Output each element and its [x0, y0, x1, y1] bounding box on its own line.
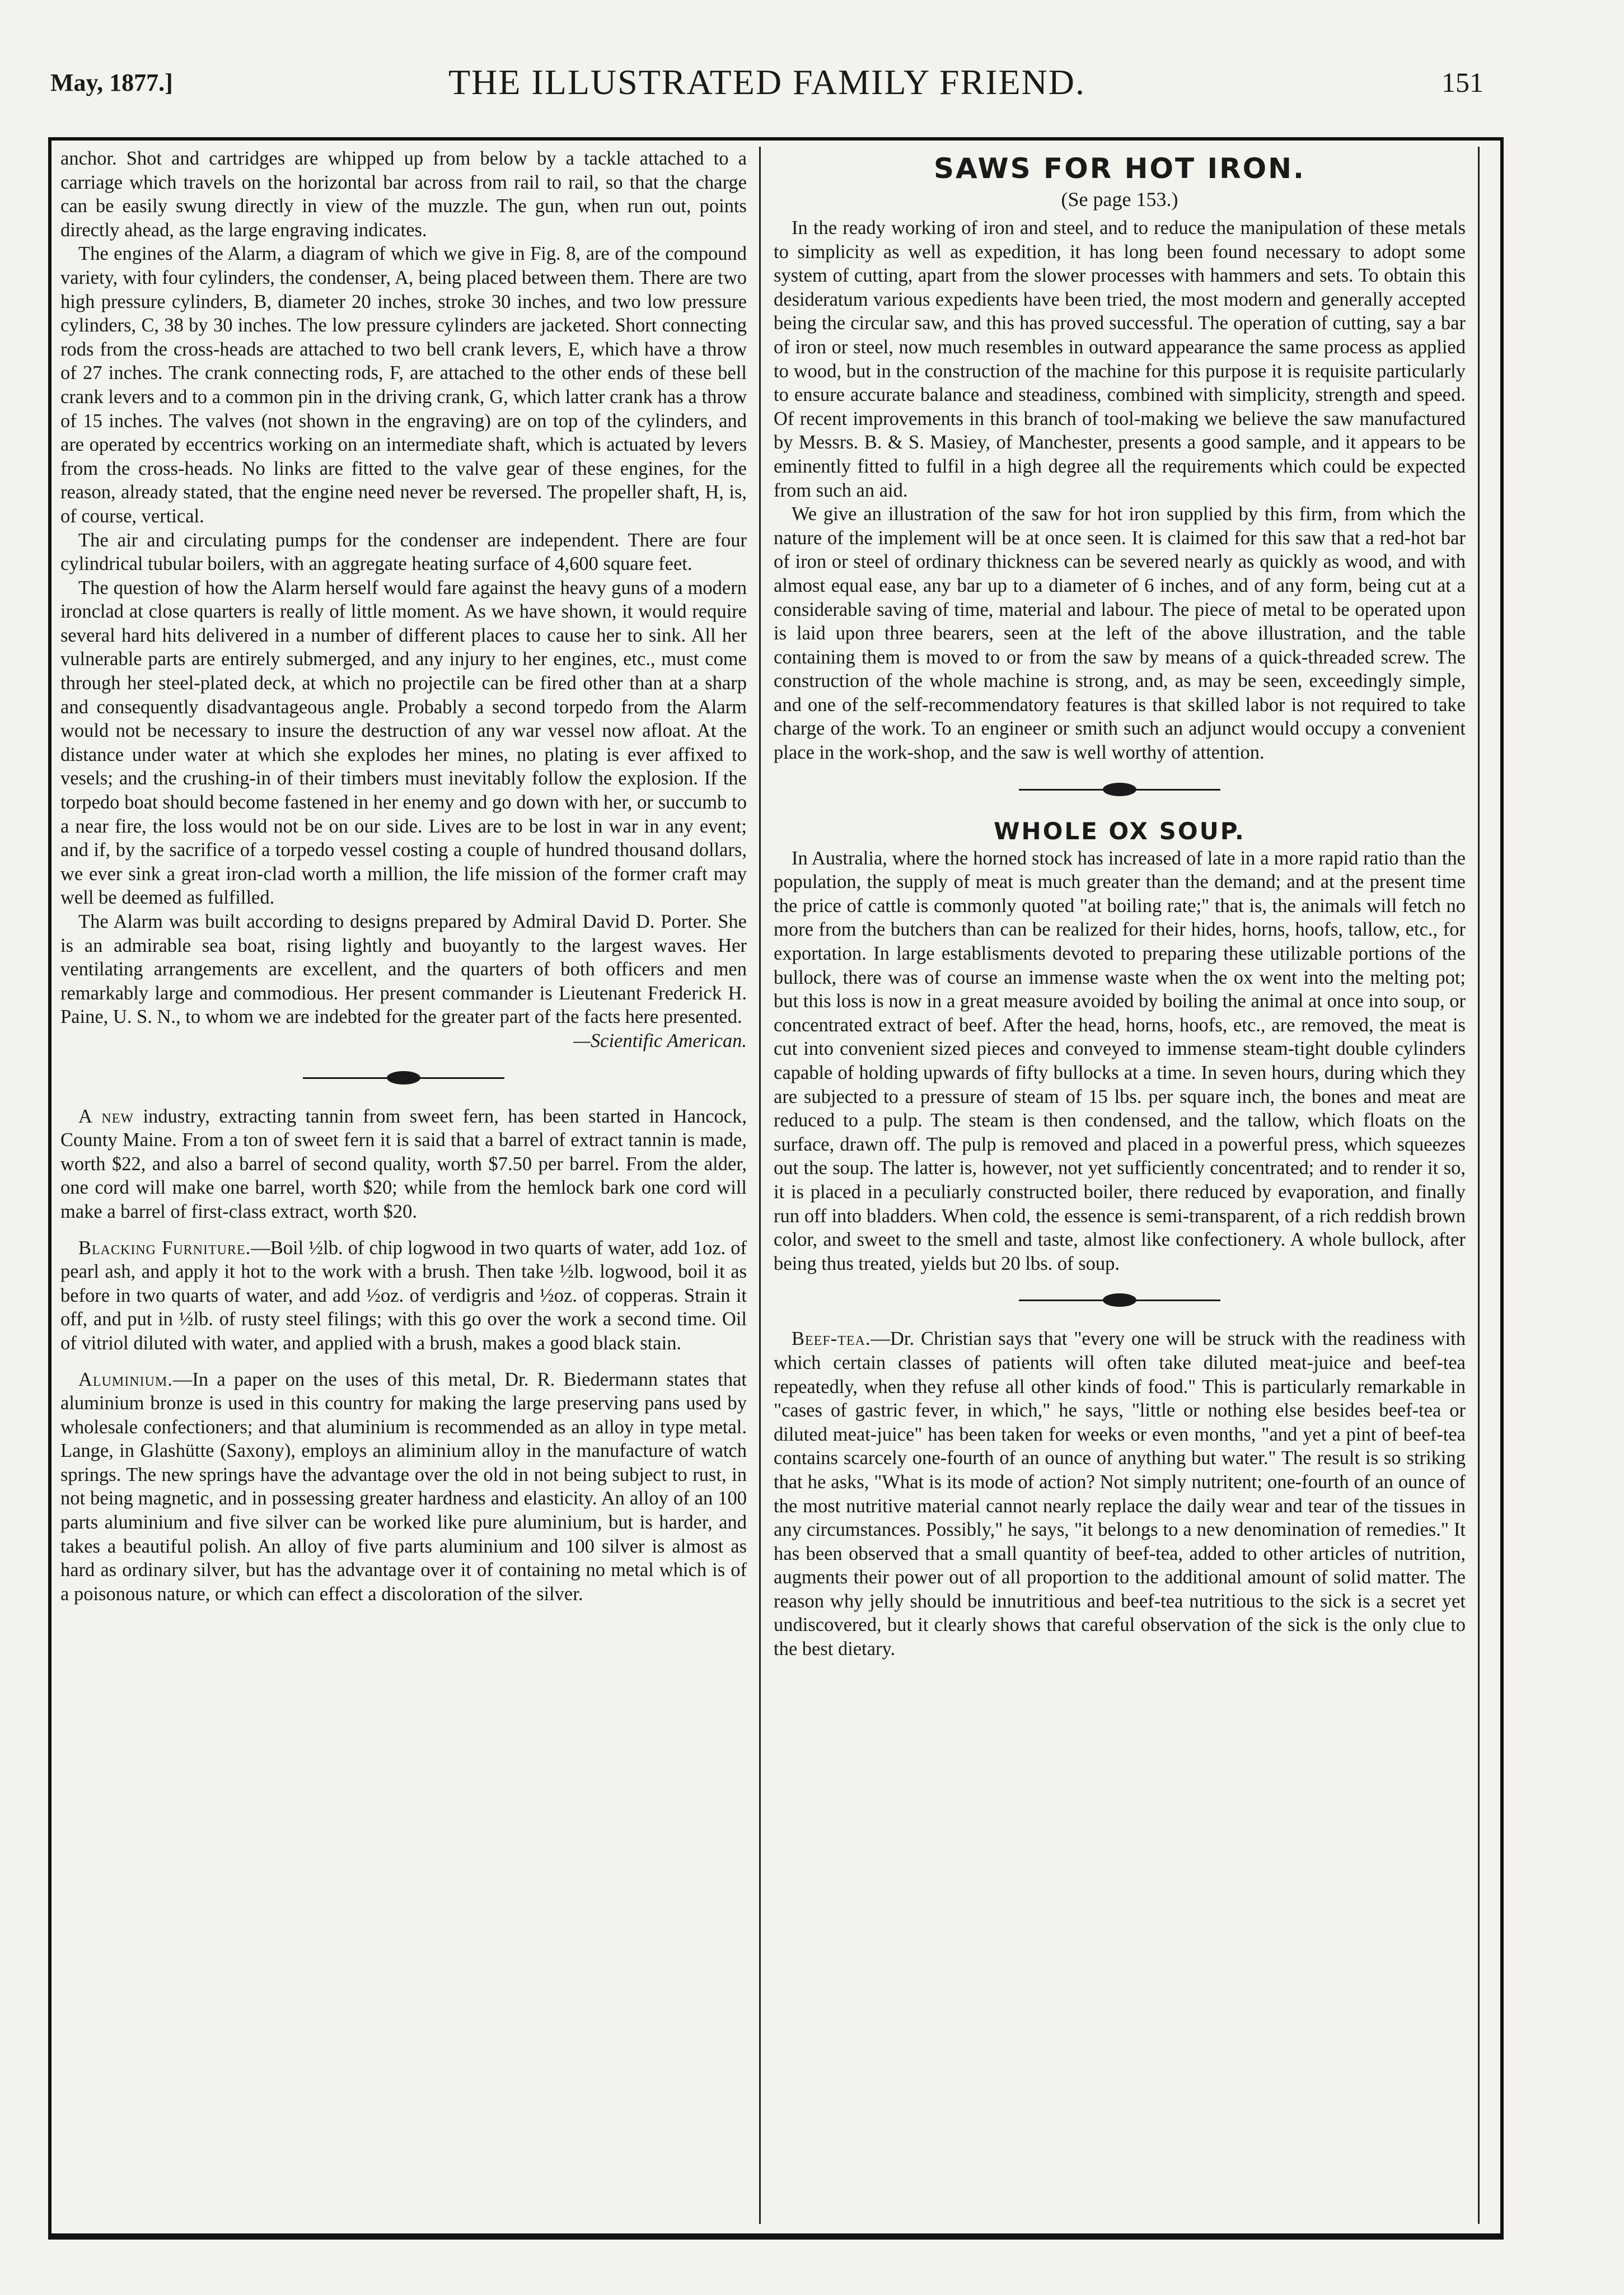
blacking-lead: Blacking Furniture.: [78, 1237, 251, 1259]
aluminium-paragraph: [60, 1368, 747, 1606]
right-column: [774, 147, 1466, 2218]
section-separator: [60, 1067, 747, 1089]
ornament-icon: [387, 1071, 420, 1085]
alarm-paragraph-1: anchor. Shot and cartridges are whipped up from below by a tackle attached to a carriage which travels on the horizontal bar across from rail to rail, so that the charge can be easily swung directly in view of the muzzle. The gun, when run out, points directly ahead, as the large engraving indicates.: [60, 148, 747, 241]
tannin-lead: A new: [78, 1105, 134, 1127]
aluminium-lead: Aluminium.: [78, 1368, 173, 1390]
soup-paragraph: In Australia, where the horned stock has increased of late in a more rapid ratio than the population, the supply of meat is much greater than the demand; and at the present time the price of cattle is commonly quoted "at boiling rate;" that is, the animals will fetch no more from the butchers than can be realized for their hides, horns, hoofs, tallow, etc., for exportation. In large establisments devoted to preparing these utilizable portions of the bullock, there was of course an immense waste when the ox went into the melting pot; but this loss is now in a great measure avoided by boiling the animal at once into soup, or concentrated extract of beef. After the head, horns, hoofs, etc., are removed, the meat is cut into convenient sized pieces and conveyed to immense steam-tight double cylinders capable of holding upwards of fifty bullocks at a time. In seven hours, during which they are subjected to a pressure of steam of 15 lbs. per square inch, the bones and meat are reduced to a pulp. The steam is then condensed, and the tallow, which floats on the surface, drawn off. The pulp is removed and placed in a powerful press, which squeezes out the soup. The latter is, however, not yet sufficiently concentrated; and to render it so, it is placed in a peculiarly constructed boiler, there reduced by evaporation, and finally run off into bladders. When cold, the essence is semi-transparent, of a rich reddish brown color, and sweet to the smell and taste, almost like confectionery. A whole bullock, after being thus treated, yields but 20 lbs. of soup.: [774, 847, 1466, 1274]
alarm-paragraph-5: The Alarm was built according to designs prepared by Admiral David D. Porter. She is an admirable sea boat, rising lightly and buoyantly to the largest waves. Her ventilating arrangements are excellent, and the quarters of both officers and men remarkably large and commodious. Her present commander is Lieutenant Frederick H. Paine, U. S. N., to whom we are indebted for the greater part of the facts here presented.: [60, 911, 747, 1028]
soup-heading: WHOLE OX SOUP.: [994, 817, 1246, 845]
beef-tea-text: —Dr. Christian says that "every one will be struck with the readiness with which certain classes of patients will often take diluted meat-juice and beef-tea repeatedly, when they refuse all other kinds of food." This is particularly remarkable in "cases of gastric fever, in which," he says, "little or nothing else besides beef-tea or diluted meat-juice" has been taken for weeks or even months, "and yet a pint of beef-tea contains scarcely one-fourth of an ounce of anything but water." The result is so striking that he asks, "What is its mode of action? Not simply nutritent; one-fourth of an ounce of the most nutritive material cannot nearly replace the daily wear and tear of the tissues in any circumstances. Possibly," he says, "it belongs to a new denomination of remedies." It has been observed that a small quantity of beef-tea, added to other articles of nutrition, augments their power out of all proportion to the additional amount of solid matter. The reason why jelly should be innutritious and beef-tea nutritious to the sick is a secret yet undiscovered, but it clearly shows that careful observation of the sick is the only clue to the best dietary.: [774, 1328, 1466, 1660]
saws-paragraph-1: In the ready working of iron and steel, and to reduce the manipulation of these metals to simplicity as well as expedition, it has long been found necessary to adopt some system of cutting, apart from the slower processes with hammers and sets. To obtain this desideratum various expedients have been tried, the most modern and generally accepted being the circular saw, and this has proved successful. The operation of cutting, say a bar of iron or steel, now much resembles in outward appearance the same process as applied to wood, but in the construction of the machine for this purpose it is requisite particularly to ensure accurate balance and steadiness, combined with simplicity, strength and speed. Of recent improvements in this branch of tool-making we believe the saw manufactured by Messrs. B. & S. Masiey, of Manchester, presents a good sample, and it appears to be eminently fitted to fulfil in a high degree all the requirements which could be expected from such an aid.: [774, 217, 1466, 501]
frame-bottom-rule: [48, 2234, 1504, 2240]
column-divider: [759, 147, 761, 2224]
tannin-paragraph: [60, 1105, 747, 1224]
right-margin-rule: [1478, 147, 1480, 2224]
alarm-paragraph-3: The air and circulating pumps for the condenser are independent. There are four cylindrical tubular boilers, with an aggregate heating surface of 4,600 square feet.: [60, 529, 747, 575]
left-column: [60, 147, 747, 2218]
running-head: [50, 62, 1483, 112]
tannin-text: industry, extracting tannin from sweet fern, has been started in Hancock, County Maine. From a ton of sweet fern it is said that a barrel of extract tannin is made, worth $22, and also a barrel of second quality, worth $7.50 per barrel. From the alder, one cord will make one barrel, worth $20; while from the hemlock bark one cord will make a barrel of first-class extract, worth $20.: [60, 1105, 747, 1222]
issue-date: May, 1877.]: [50, 69, 173, 96]
alarm-paragraph-2: The engines of the Alarm, a diagram of which we give in Fig. 8, are of the compound variety, with four cylinders, the condenser, A, being placed between them. There are two high pressure cylinders, B, diameter 20 inches, stroke 30 inches, and two low pressure cylinders, C, 38 by 30 inches. The low pressure cylinders are jacketed. Short connecting rods from the cross-heads are attached to two bell crank levers, E, which have a throw of 27 inches. The crank connecting rods, F, are attached to the other ends of these bell crank levers and to a common pin in the driving crank, G, which latter crank has a throw of 15 inches. The valves (not shown in the engraving) are on top of the cylinders, and are operated by eccentrics working on an intermediate shaft, which is actuated by levers from the cross-heads. No links are fitted to the valve gear of these engines, for the reason, already stated, that the engine need never be reversed. The propeller shaft, H, is, of course, vertical.: [60, 243, 747, 527]
page-number: 151: [1442, 67, 1483, 98]
section-separator: [774, 778, 1466, 801]
saws-paragraph-2: We give an illustration of the saw for hot iron supplied by this firm, from which the nature of the implement will be at once seen. It is claimed for this saw that a red-hot bar of iron or steel of ordinary thickness can be severed nearly as quickly as wood, and with almost equal ease, any bar up to a diameter of 6 inches, and of any form, being cut at a considerable saving of time, material and labour. The piece of metal to be operated upon is laid upon three bearers, seen at the left of the above illustration, and the table containing them is moved to or from the saw by means of a quick-threaded screw. The construction of the whole machine is strong, and, as may be seen, exceedingly simple, and one of the self-recommendatory features is that skilled labor is not required to take charge of the work. To an engineer or smith such an adjunct would occupy a convenient place in the work-shop, and the saw is well worthy of attention.: [774, 503, 1466, 764]
blacking-text: —Boil ½lb. of chip logwood in two quarts of water, add 1oz. of pearl ash, and apply it hot to the work with a brush. Then take ½lb. logwood, boil it as before in two quarts of water, and add ½oz. of verdigris and ½oz. of copperas. Strain it off, and put in ½lb. of rusty steel filings; with this go over the work a second time. Oil of vitriol diluted with water, and applied with a brush, makes a good black stain.: [60, 1237, 747, 1354]
aluminium-text: —In a paper on the uses of this metal, Dr. R. Biedermann states that aluminium bronze is used in this country for making the large preserving pans used by wholesale confectioners; and that aluminium is recommended as an alloy in type metal. Lange, in Glashütte (Saxony), employs an aliminium alloy in the manufacture of watch springs. The new springs have the advantage over the old in not being subject to rust, in not being magnetic, and in possessing greater hardness and elasticity. An alloy of an 100 parts aluminium and five silver can be worked like pure aluminium, but is harder, and takes a beautiful polish. An alloy of five parts aluminium and 100 silver is almost as hard as ordinary silver, but has the advantage over it of containing no metal which is of a poisonous nature, or which can effect a discoloration of the silver.: [60, 1368, 747, 1605]
article-attribution: —Scientific American.: [573, 1030, 747, 1051]
journal-title: THE ILLUSTRATED FAMILY FRIEND.: [448, 62, 1085, 102]
alarm-paragraph-4: The question of how the Alarm herself would fare against the heavy guns of a modern ironclad at close quarters is really of little moment. As we have shown, it would require several hard hits delivered in a number of different places to cause her to sink. All her vulnerable parts are entirely submerged, and any injury to her engines, etc., must come through her steel-plated deck, at which no projectile can be fired other than at a sharp and consequently disadvantageous angle. Probably a second torpedo from the Alarm would not be necessary to insure the destruction of any war vessel now afloat. At the distance under water at which she explodes her mines, no plating is ever affixed to vesels; and the crushing-in of their timbers must inevitably follow the explosion. If the torpedo boat should become fastened in her enemy and go down with her, or succumb to a near fire, the loss would not be on our side. Lives are to be lost in war in any event; and if, by the sacrifice of a torpedo vessel costing a couple of hundred thousand dollars, we ever sink a great iron-clad worth a million, the life mission of the former craft may well be deemed as fulfilled.: [60, 577, 747, 909]
ornament-icon: [1103, 1293, 1136, 1307]
beef-tea-lead: Beef-tea.: [792, 1328, 871, 1350]
section-separator: [774, 1289, 1466, 1311]
saws-heading: SAWS FOR HOT IRON.: [934, 152, 1305, 185]
saws-subheading: (Se page 153.): [1061, 188, 1178, 211]
ornament-icon: [1103, 783, 1136, 796]
blacking-paragraph: [60, 1236, 747, 1356]
beef-tea-paragraph: [774, 1327, 1466, 1661]
